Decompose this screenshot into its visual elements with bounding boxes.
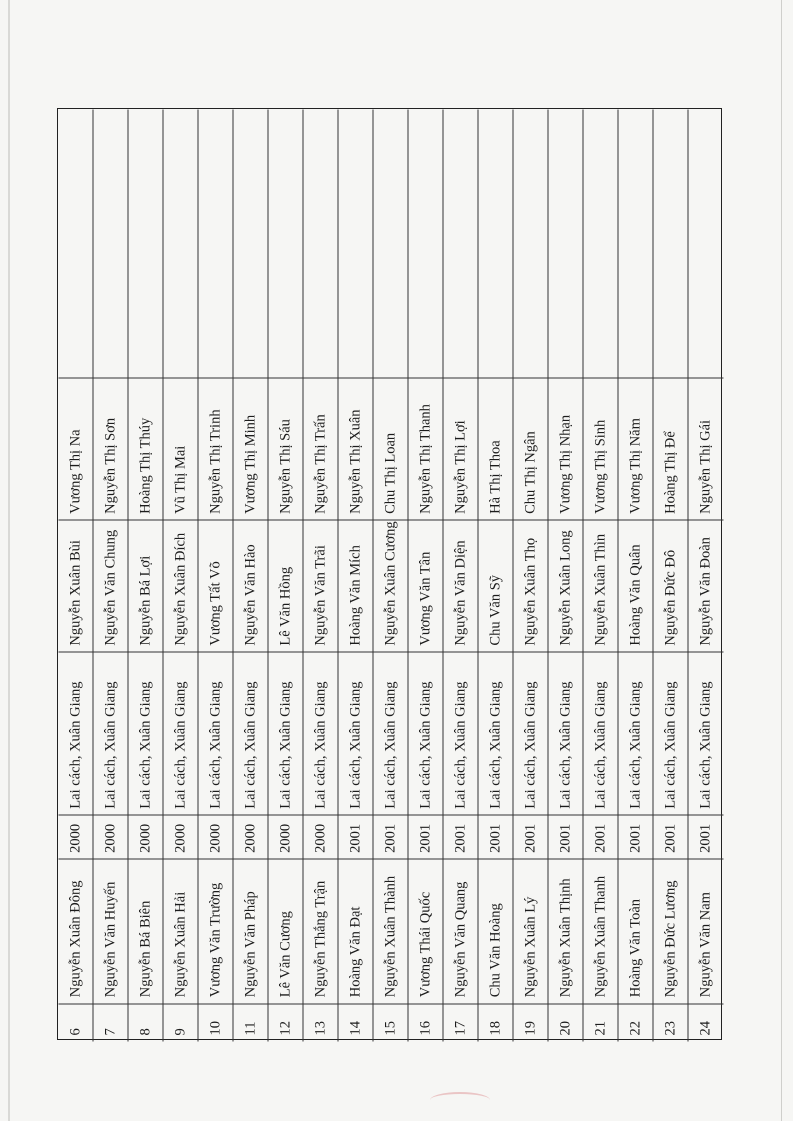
cell-husband: Nguyễn Văn Trãi xyxy=(303,519,337,651)
cell-wife: Vương Thị Năm xyxy=(618,377,652,520)
cell-address: Lai cách, Xuân Giang xyxy=(338,651,372,814)
cell-wife: Nguyễn Thị Sơn xyxy=(93,377,127,520)
table-row xyxy=(373,109,408,1041)
cell-husband: Nguyễn Xuân Thìn xyxy=(583,519,617,651)
cell-year: 2001 xyxy=(618,814,652,858)
table-row xyxy=(128,109,163,1041)
cell-address: Lai cách, Xuân Giang xyxy=(583,651,617,814)
cell-no: 16 xyxy=(408,1003,442,1041)
cell-husband: Hoàng Văn Mích xyxy=(338,519,372,651)
cell-wife: Hoàng Thị Thúy xyxy=(128,377,162,520)
cell-no: 20 xyxy=(548,1003,582,1041)
cell-extra xyxy=(653,279,687,377)
cell-no: 21 xyxy=(583,1003,617,1041)
cell-name: Nguyễn Đức Lương xyxy=(653,858,687,1002)
cell-wife: Chu Thị Ngân xyxy=(513,377,547,520)
rotated-table-body xyxy=(58,109,723,1041)
cell-address: Lai cách, Xuân Giang xyxy=(233,651,267,814)
cell-year: 2000 xyxy=(303,814,337,858)
cell-husband: Nguyễn Xuân Đích xyxy=(163,519,197,651)
cell-extra xyxy=(583,279,617,377)
cell-extra xyxy=(688,279,723,377)
cell-year: 2000 xyxy=(93,814,127,858)
records-table xyxy=(57,108,722,1040)
cell-name: Hoàng Văn Đạt xyxy=(338,858,372,1002)
cell-name: Nguyễn Xuân Thành xyxy=(373,858,407,1002)
cell-extra xyxy=(58,279,92,377)
cell-no: 10 xyxy=(198,1003,232,1041)
table-row xyxy=(58,109,93,1041)
cell-husband: Nguyễn Văn Đoàn xyxy=(688,519,723,651)
cell-address: Lai cách, Xuân Giang xyxy=(163,651,197,814)
table-row xyxy=(408,109,443,1041)
cell-extra xyxy=(373,279,407,377)
cell-extra xyxy=(513,279,547,377)
cell-husband: Vương Văn Tân xyxy=(408,519,442,651)
table-row xyxy=(198,109,233,1041)
cell-name: Nguyễn Xuân Hải xyxy=(163,858,197,1002)
cell-year: 2001 xyxy=(688,814,723,858)
cell-wife: Vũ Thị Mai xyxy=(163,377,197,520)
cell-address: Lai cách, Xuân Giang xyxy=(443,651,477,814)
cell-extra xyxy=(478,279,512,377)
table-row xyxy=(618,109,653,1041)
cell-no: 22 xyxy=(618,1003,652,1041)
cell-year: 2001 xyxy=(408,814,442,858)
cell-name: Nguyễn Văn Huyến xyxy=(93,858,127,1002)
cell-husband: Nguyễn Đức Đô xyxy=(653,519,687,651)
cell-address: Lai cách, Xuân Giang xyxy=(618,651,652,814)
cell-extra xyxy=(548,279,582,377)
cell-no: 6 xyxy=(58,1003,92,1041)
cell-name: Nguyễn Văn Pháp xyxy=(233,858,267,1002)
cell-husband: Nguyễn Xuân Cương xyxy=(373,519,407,651)
cell-name: Nguyễn Văn Nam xyxy=(688,858,723,1002)
cell-no: 18 xyxy=(478,1003,512,1041)
cell-address: Lai cách, Xuân Giang xyxy=(373,651,407,814)
cell-name: Hoàng Văn Toàn xyxy=(618,858,652,1002)
cell-extra xyxy=(618,279,652,377)
cell-year: 2000 xyxy=(233,814,267,858)
cell-no: 17 xyxy=(443,1003,477,1041)
cell-wife: Nguyễn Thị Lợi xyxy=(443,377,477,520)
cell-name: Nguyễn Xuân Đông xyxy=(58,858,92,1002)
cell-name: Nguyễn Xuân Thanh xyxy=(583,858,617,1002)
cell-extra xyxy=(303,279,337,377)
cell-address: Lai cách, Xuân Giang xyxy=(93,651,127,814)
cell-year: 2001 xyxy=(653,814,687,858)
cell-no: 9 xyxy=(163,1003,197,1041)
cell-wife: Hà Thị Thoa xyxy=(478,377,512,520)
cell-year: 2001 xyxy=(513,814,547,858)
cell-name: Chu Văn Hoàng xyxy=(478,858,512,1002)
cell-no: 19 xyxy=(513,1003,547,1041)
cell-wife: Vương Thị Minh xyxy=(233,377,267,520)
table-row xyxy=(303,109,338,1041)
cell-name: Nguyễn Xuân Thịnh xyxy=(548,858,582,1002)
scan-edge xyxy=(8,0,10,1121)
cell-extra xyxy=(268,279,302,377)
cell-no: 24 xyxy=(688,1003,723,1041)
cell-husband: Nguyễn Xuân Bùi xyxy=(58,519,92,651)
cell-husband: Nguyễn Xuân Long xyxy=(548,519,582,651)
cell-name: Nguyễn Xuân Lý xyxy=(513,858,547,1002)
cell-wife: Hoàng Thị Để xyxy=(653,377,687,520)
cell-address: Lai cách, Xuân Giang xyxy=(408,651,442,814)
stamp-trace xyxy=(430,1092,490,1108)
cell-wife: Chu Thị Loan xyxy=(373,377,407,520)
cell-wife: Nguyễn Thị Gái xyxy=(688,377,723,520)
cell-extra xyxy=(163,279,197,377)
cell-no: 15 xyxy=(373,1003,407,1041)
cell-no: 14 xyxy=(338,1003,372,1041)
cell-name: Nguyễn Văn Quang xyxy=(443,858,477,1002)
cell-year: 2000 xyxy=(268,814,302,858)
cell-year: 2000 xyxy=(58,814,92,858)
cell-husband: Nguyễn Văn Hào xyxy=(233,519,267,651)
cell-address: Lai cách, Xuân Giang xyxy=(303,651,337,814)
cell-name: Nguyễn Bá Biên xyxy=(128,858,162,1002)
cell-address: Lai cách, Xuân Giang xyxy=(128,651,162,814)
cell-husband: Hoàng Văn Quân xyxy=(618,519,652,651)
cell-husband: Vương Tất Võ xyxy=(198,519,232,651)
cell-year: 2001 xyxy=(548,814,582,858)
cell-husband: Nguyễn Văn Chung xyxy=(93,519,127,651)
cell-extra xyxy=(128,279,162,377)
cell-year: 2001 xyxy=(478,814,512,858)
cell-name: Vương Thái Quốc xyxy=(408,858,442,1002)
cell-address: Lai cách, Xuân Giang xyxy=(268,651,302,814)
table-row xyxy=(583,109,618,1041)
cell-name: Vương Văn Trường xyxy=(198,858,232,1002)
cell-husband: Nguyễn Bá Lợi xyxy=(128,519,162,651)
cell-wife: Nguyễn Thị Trinh xyxy=(198,377,232,520)
cell-extra xyxy=(233,279,267,377)
cell-name: Nguyễn Thắng Trận xyxy=(303,858,337,1002)
table-row xyxy=(688,109,723,1041)
cell-extra xyxy=(408,279,442,377)
cell-year: 2001 xyxy=(443,814,477,858)
cell-address: Lai cách, Xuân Giang xyxy=(548,651,582,814)
table-row xyxy=(653,109,688,1041)
cell-year: 2001 xyxy=(338,814,372,858)
cell-husband: Chu Văn Sỹ xyxy=(478,519,512,651)
table-row xyxy=(163,109,198,1041)
cell-no: 13 xyxy=(303,1003,337,1041)
table-row xyxy=(268,109,303,1041)
cell-no: 7 xyxy=(93,1003,127,1041)
cell-no: 11 xyxy=(233,1003,267,1041)
cell-address: Lai cách, Xuân Giang xyxy=(653,651,687,814)
cell-no: 8 xyxy=(128,1003,162,1041)
cell-year: 2000 xyxy=(198,814,232,858)
cell-wife: Vương Thị Nhạn xyxy=(548,377,582,520)
table-row xyxy=(443,109,478,1041)
cell-husband: Nguyễn Văn Diện xyxy=(443,519,477,651)
cell-wife: Nguyễn Thị Thanh xyxy=(408,377,442,520)
cell-address: Lai cách, Xuân Giang xyxy=(58,651,92,814)
table-row xyxy=(513,109,548,1041)
cell-no: 23 xyxy=(653,1003,687,1041)
cell-extra xyxy=(338,279,372,377)
table-row xyxy=(338,109,373,1041)
cell-year: 2001 xyxy=(583,814,617,858)
cell-wife: Nguyễn Thị Xuân xyxy=(338,377,372,520)
cell-husband: Nguyễn Xuân Thọ xyxy=(513,519,547,651)
cell-wife: Vương Thị Sinh xyxy=(583,377,617,520)
cell-name: Lê Văn Cương xyxy=(268,858,302,1002)
cell-extra xyxy=(198,279,232,377)
table-row xyxy=(233,109,268,1041)
cell-wife: Nguyễn Thị Sáu xyxy=(268,377,302,520)
cell-address: Lai cách, Xuân Giang xyxy=(513,651,547,814)
cell-extra xyxy=(443,279,477,377)
cell-address: Lai cách, Xuân Giang xyxy=(688,651,723,814)
page-edge xyxy=(781,0,782,1121)
cell-year: 2000 xyxy=(163,814,197,858)
cell-year: 2001 xyxy=(373,814,407,858)
cell-extra xyxy=(93,279,127,377)
cell-wife: Vương Thị Na xyxy=(58,377,92,520)
cell-husband: Lê Văn Hồng xyxy=(268,519,302,651)
cell-wife: Nguyễn Thị Trấn xyxy=(303,377,337,520)
table-row xyxy=(93,109,128,1041)
cell-no: 12 xyxy=(268,1003,302,1041)
cell-year: 2000 xyxy=(128,814,162,858)
cell-address: Lai cách, Xuân Giang xyxy=(478,651,512,814)
table-row xyxy=(478,109,513,1041)
table-row xyxy=(548,109,583,1041)
cell-address: Lai cách, Xuân Giang xyxy=(198,651,232,814)
